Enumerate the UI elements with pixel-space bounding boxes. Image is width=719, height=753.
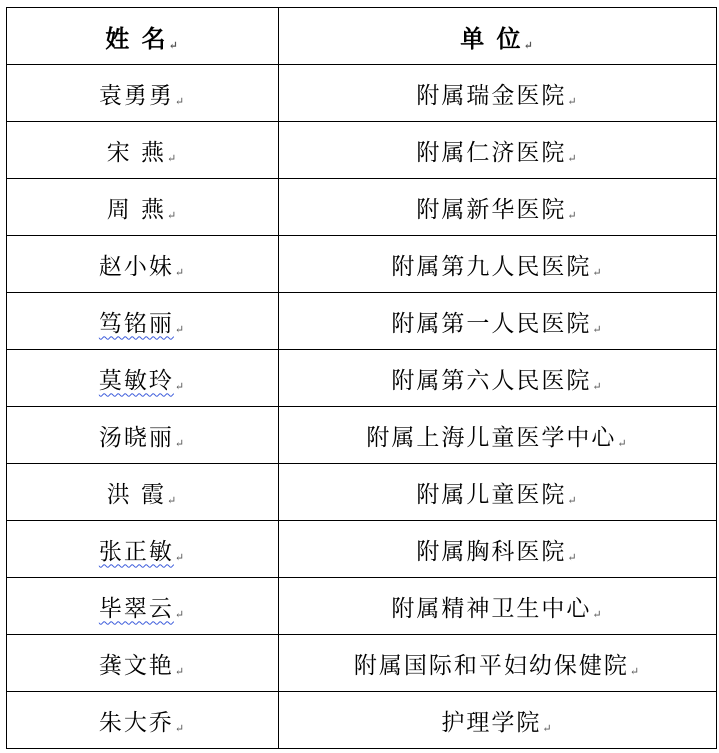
table-row bbox=[7, 122, 717, 179]
paragraph-mark-icon: ↵ bbox=[567, 151, 579, 165]
paragraph-mark-icon: ↵ bbox=[174, 721, 187, 735]
paragraph-mark-icon: ↵ bbox=[167, 208, 179, 222]
unit-name: 附属国际和平妇幼保健院 bbox=[353, 652, 629, 679]
name-cell bbox=[7, 65, 279, 122]
unit-cell bbox=[279, 236, 717, 293]
table-row bbox=[7, 407, 717, 464]
unit-cell bbox=[279, 407, 717, 464]
paragraph-mark-icon: ↵ bbox=[567, 208, 579, 222]
person-name: 汤晓丽 bbox=[98, 424, 174, 451]
unit-name: 附属第九人民医院 bbox=[391, 253, 592, 280]
unit-cell bbox=[279, 65, 717, 122]
paragraph-mark-icon: ↵ bbox=[174, 607, 187, 621]
person-name-spellcheck-flagged: 莫敏玲 bbox=[98, 367, 174, 394]
person-name: 周 燕 bbox=[106, 196, 167, 223]
unit-cell bbox=[279, 350, 717, 407]
unit-cell bbox=[279, 293, 717, 350]
name-cell bbox=[7, 635, 279, 692]
paragraph-mark-icon: ↵ bbox=[592, 379, 604, 393]
table-row bbox=[7, 350, 717, 407]
name-cell bbox=[7, 464, 279, 521]
person-name: 龚文艳 bbox=[98, 652, 174, 679]
unit-name: 护理学院 bbox=[441, 709, 542, 736]
paragraph-mark-icon: ↵ bbox=[523, 38, 535, 52]
unit-name: 附属精神卫生中心 bbox=[391, 595, 592, 622]
paragraph-mark-icon: ↵ bbox=[174, 265, 187, 279]
header-unit-cell bbox=[279, 8, 717, 65]
paragraph-mark-icon: ↵ bbox=[168, 38, 180, 52]
name-cell bbox=[7, 236, 279, 293]
unit-name: 附属第一人民医院 bbox=[391, 310, 592, 337]
paragraph-mark-icon: ↵ bbox=[542, 721, 554, 735]
header-unit-label: 单 位 bbox=[460, 23, 523, 53]
paragraph-mark-icon: ↵ bbox=[174, 379, 187, 393]
person-name: 洪 霞 bbox=[106, 481, 167, 508]
person-name: 宋 燕 bbox=[106, 139, 167, 166]
name-cell bbox=[7, 293, 279, 350]
paragraph-mark-icon: ↵ bbox=[167, 151, 179, 165]
name-unit-table bbox=[6, 7, 717, 749]
table-header-row bbox=[7, 8, 717, 65]
paragraph-mark-icon: ↵ bbox=[167, 493, 179, 507]
table-row bbox=[7, 293, 717, 350]
unit-name: 附属上海儿童医学中心 bbox=[366, 424, 617, 451]
table-row bbox=[7, 65, 717, 122]
paragraph-mark-icon: ↵ bbox=[592, 607, 604, 621]
table-row bbox=[7, 236, 717, 293]
name-cell bbox=[7, 350, 279, 407]
person-name-spellcheck-flagged: 张正敏 bbox=[98, 538, 174, 565]
name-cell bbox=[7, 407, 279, 464]
person-name: 赵小妹 bbox=[98, 253, 174, 280]
unit-name: 附属第六人民医院 bbox=[391, 367, 592, 394]
unit-cell bbox=[279, 122, 717, 179]
table-body bbox=[7, 65, 717, 749]
unit-cell bbox=[279, 692, 717, 749]
unit-name: 附属仁济医院 bbox=[416, 139, 567, 166]
unit-cell bbox=[279, 578, 717, 635]
unit-name: 附属儿童医院 bbox=[416, 481, 567, 508]
table-row bbox=[7, 179, 717, 236]
name-cell bbox=[7, 122, 279, 179]
paragraph-mark-icon: ↵ bbox=[592, 265, 604, 279]
unit-cell bbox=[279, 521, 717, 578]
table-row bbox=[7, 692, 717, 749]
paragraph-mark-icon: ↵ bbox=[617, 436, 629, 450]
name-cell bbox=[7, 521, 279, 578]
unit-cell bbox=[279, 464, 717, 521]
table-row bbox=[7, 635, 717, 692]
name-cell bbox=[7, 692, 279, 749]
person-name-spellcheck-flagged: 笃铭丽 bbox=[98, 310, 174, 337]
person-name: 袁勇勇 bbox=[98, 82, 174, 109]
table-row bbox=[7, 464, 717, 521]
paragraph-mark-icon: ↵ bbox=[629, 664, 642, 678]
unit-cell bbox=[279, 635, 717, 692]
name-cell bbox=[7, 179, 279, 236]
header-name-cell bbox=[7, 8, 279, 65]
unit-name: 附属新华医院 bbox=[416, 196, 567, 223]
paragraph-mark-icon: ↵ bbox=[592, 322, 604, 336]
paragraph-mark-icon: ↵ bbox=[174, 550, 187, 564]
header-name-label: 姓 名 bbox=[105, 23, 168, 53]
person-name: 朱大乔 bbox=[98, 709, 174, 736]
paragraph-mark-icon: ↵ bbox=[567, 94, 579, 108]
table-row bbox=[7, 521, 717, 578]
paragraph-mark-icon: ↵ bbox=[567, 493, 579, 507]
paragraph-mark-icon: ↵ bbox=[174, 94, 187, 108]
paragraph-mark-icon: ↵ bbox=[174, 664, 187, 678]
paragraph-mark-icon: ↵ bbox=[174, 322, 187, 336]
name-cell bbox=[7, 578, 279, 635]
paragraph-mark-icon: ↵ bbox=[567, 550, 579, 564]
unit-name: 附属瑞金医院 bbox=[416, 82, 567, 109]
table-row bbox=[7, 578, 717, 635]
person-name-spellcheck-flagged: 毕翠云 bbox=[98, 595, 174, 622]
unit-name: 附属胸科医院 bbox=[416, 538, 567, 565]
unit-cell bbox=[279, 179, 717, 236]
paragraph-mark-icon: ↵ bbox=[174, 436, 187, 450]
